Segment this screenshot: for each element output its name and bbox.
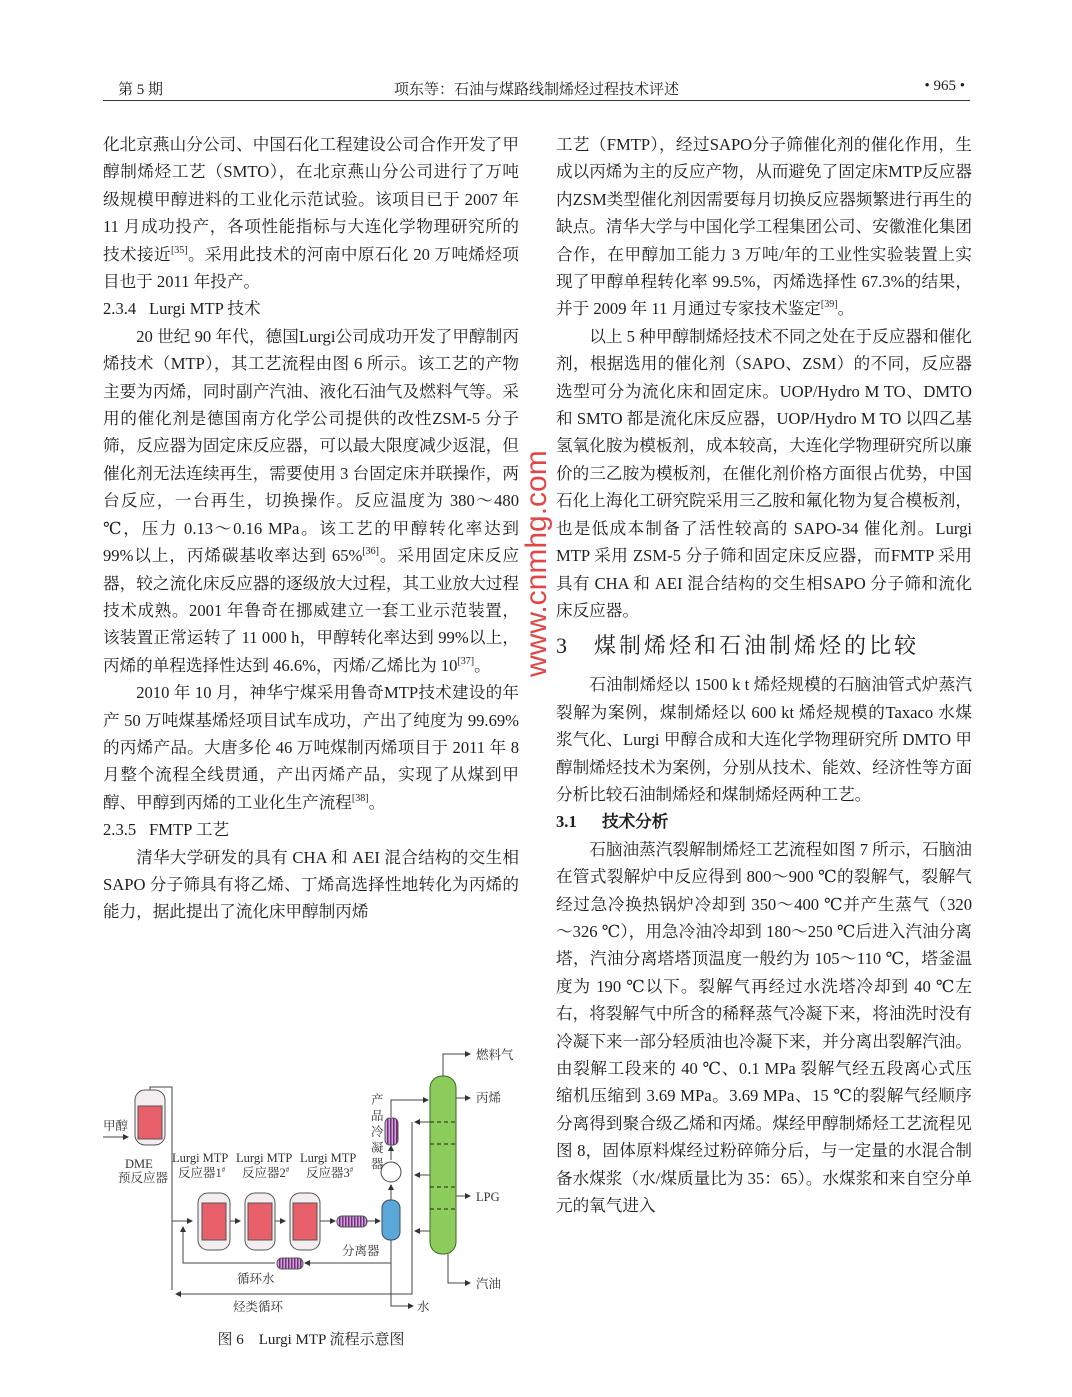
svg-text:品: 品 <box>371 1109 384 1123</box>
label-separator: 分离器 <box>342 1244 380 1258</box>
svg-text:冷: 冷 <box>371 1125 384 1139</box>
citation[interactable]: [37] <box>457 655 475 667</box>
compressor <box>381 1162 401 1182</box>
label-reactor-1: 反应器1# <box>178 1166 226 1180</box>
label-lpg: LPG <box>476 1190 500 1204</box>
citation[interactable]: [35] <box>170 244 188 256</box>
reactor-3 <box>290 1193 320 1250</box>
citation[interactable]: [39] <box>820 299 838 311</box>
label-reactor-3: 反应器3# <box>306 1166 354 1180</box>
header-rule <box>103 100 970 101</box>
cooling-water-exchanger <box>277 1258 303 1269</box>
paragraph: 以上 5 种甲醇制烯烃技术不同之处在于反应器和催化剂，根据选用的催化剂（SAPO、ZSM）的不同，反应器选型可分为流化床和固定床。UOP/Hydro M TO、DMTO 和 SMTO 都是流化床反应器，UOP/Hydro M TO 以四乙基氢氧化胺为模板剂，成本较高，大连化学物理研究所以廉价的三乙胺为模板剂，在催化剂价格方面很占优势，中国石化上海化工研究院采用三乙胺和氟化物为复合模板剂，也是低成本制备了活性较高的 SAPO-34 催化剂。Lurgi MTP 采用 ZSM-5 分子筛和固定床反应器，而FMTP 采用具有 CHA 和 AEI 混合结构的交生相SAPO 分子筛和流化床反应器。 <box>556 326 972 620</box>
right-column <box>556 131 972 1219</box>
section-heading-3: 3 煤制烯烃和石油制烯烃的比较 <box>556 633 920 659</box>
running-title: 项东等：石油与煤路线制烯烃过程技术评述 <box>393 82 679 98</box>
svg-text:器: 器 <box>371 1157 384 1171</box>
svg-text:凝: 凝 <box>371 1141 384 1155</box>
dme-pre-reactor <box>135 1090 165 1145</box>
label-lurgi-2: Lurgi MTP <box>236 1151 293 1165</box>
citation[interactable]: [36] <box>362 546 379 558</box>
label-gasoline: 汽油 <box>476 1277 502 1291</box>
reactor-2 <box>245 1193 275 1250</box>
label-lurgi-3: Lurgi MTP <box>300 1151 357 1165</box>
product-condenser <box>385 1118 398 1145</box>
label-pre-reactor: 预反应器 <box>118 1171 169 1185</box>
issue-number: 第 5 期 <box>118 82 164 98</box>
label-water: 水 <box>417 1300 430 1314</box>
separator-vessel <box>382 1200 400 1240</box>
figure-6-flow-diagram <box>90 1030 530 1330</box>
paragraph: 清华大学研发的具有 CHA 和 AEI 混合结构的交生相 SAPO 分子筛具有将乙烯、丁烯高选择性地转化为丙烯的能力，据此提出了流化床甲醇制丙烯 <box>103 847 519 922</box>
label-fuel-gas: 燃料气 <box>476 1048 514 1062</box>
svg-text:产: 产 <box>371 1093 384 1107</box>
section-heading-3-1: 3.1 技术分析 <box>556 812 669 832</box>
paragraph: 化北京燕山分公司、中国石化工程建设公司合作开发了甲醇制烯烃工艺（SMTO），在北京燕山分公司进行了万吨级规模甲醇进料的工业化示范试验。该项目已于 2007 年 11 月成功投产，各项性能指标与大连化学物理研究所的技术接近[35]。采用此技术的河南中原石化 20 万吨烯烃项目也于 2011 年投产。 <box>103 135 519 292</box>
label-dme: DME <box>125 1157 153 1171</box>
paragraph: 20 世纪 90 年代，德国Lurgi公司成功开发了甲醇制丙烯技术（MTP），其工艺流程由图 6 所示。该工艺的产物主要为丙烯，同时副产汽油、液化石油气及燃料气等。采用的催化剂是德国南方化学公司提供的改性ZSM-5 分子筛，反应器为固定床反应器，可以最大限度减少返混，但催化剂无法连续再生，需要使用 3 台固定床并联操作，两台反应，一台再生，切换操作。反应温度为 380～480 ℃，压力 0.13～0.16 MPa。该工艺的甲醇转化率达到 99%以上，丙烯碳基收率达到 65%[36]。采用固定床反应器，较之流化床反应器的逐级放大过程，其工业放大过程技术成熟。2001 年鲁奇在挪威建立一套工业示范装置，该装置正常运转了 11 000 h，甲醇转化率达到 99%以上，丙烯的单程选择性达到 46.6%，丙烯/乙烯比为 10[37]。 <box>103 326 519 675</box>
section-heading-2-3-4: 2.3.4 Lurgi MTP 技术 <box>103 299 261 319</box>
figure-caption: 图 6 Lurgi MTP 流程示意图 <box>217 1332 405 1348</box>
page-number: • 965 • <box>924 78 965 94</box>
paragraph: 工艺（FMTP），经过SAPO分子筛催化剂的催化作用，生成以丙烯为主的反应产物，从而避免了固定床MTP反应器内ZSM类型催化剂因需要每月切换反应器频繁进行再生的缺点。清华大学与中国化学工程集团公司、安徽淮化集团合作，在甲醇加工能力 3 万吨/年的工业性实验装置上实现了甲醇单程转化率 99.5%，丙烯选择性 67.3%的结果，并于 2009 年 11 月通过专家技术鉴定[39]。 <box>556 135 972 319</box>
watermark: www.cnmhg.com <box>520 450 553 677</box>
label-propylene: 丙烯 <box>476 1091 502 1105</box>
label-lurgi-1: Lurgi MTP <box>172 1151 229 1165</box>
paragraph: 2010 年 10 月，神华宁煤采用鲁奇MTP技术建设的年产 50 万吨煤基烯烃项目试车成功，产出了纯度为 99.69%的丙烯产品。大唐多伦 46 万吨煤制丙烯项目于 2011 年 8 月整个流程全线贯通，产出丙烯产品，实现了从煤到甲醇、甲醇到丙烯的工业化生产流程[38]。 <box>103 683 519 812</box>
section-heading-2-3-5: 2.3.5 FMTP 工艺 <box>103 820 230 840</box>
paragraph: 石脑油蒸汽裂解制烯烃工艺流程如图 7 所示，石脑油在管式裂解炉中反应得到 800～900 ℃的裂解气，裂解气经过急冷换热锅炉冷却到 350～400 ℃并产生蒸气（320～326 ℃），用急冷油冷却到 180～250 ℃后进入汽油分离塔，汽油分离塔塔顶温度一般约为 105～110 ℃，塔釜温度为 190 ℃以下。裂解气再经过水洗塔冷却到 40 ℃左右，将裂解气中所含的稀释蒸气冷凝下来，将油洗时没有冷凝下来一部分轻质油也冷凝下来，并分离出裂解汽油。由裂解工段来的 40 ℃、0.1 MPa 裂解气经五段离心式压缩机压缩到 3.69 MPa。3.69 MPa、15 ℃的裂解气经顺序分离得到聚合级乙烯和丙烯。煤经甲醇制烯烃工艺流程见图 8，固体原料煤经过粉碎筛分后，与一定量的水混合制备水煤浆（水/煤质量比为 35：65）。水煤浆和来自空分单元的氧气进入 <box>556 839 972 1216</box>
label-methanol: 甲醇 <box>103 1119 129 1133</box>
label-product-condenser <box>371 1092 384 1171</box>
running-header <box>103 76 970 100</box>
heat-exchanger <box>337 1216 367 1227</box>
paragraph: 石油制烯烃以 1500 k t 烯烃规模的石脑油管式炉蒸汽裂解为案例，煤制烯烃以 600 kt 烯烃规模的Taxaco 水煤浆气化、Lurgi 甲醇合成和大连化学物理研究所 DMTO 甲醇制烯烃技术为案例，分别从技术、能效、经济性等方面分析比较石油制烯烃和煤制烯烃两种工艺。 <box>556 675 972 804</box>
citation[interactable]: [38] <box>351 792 369 804</box>
label-hydrocarbon-recycle: 烃类循环 <box>233 1300 284 1314</box>
distillation-column <box>430 1076 456 1254</box>
reactor-1 <box>198 1193 230 1250</box>
left-column <box>103 131 519 926</box>
label-reactor-2: 反应器2# <box>242 1166 290 1180</box>
label-cooling-water: 循环水 <box>237 1272 275 1286</box>
